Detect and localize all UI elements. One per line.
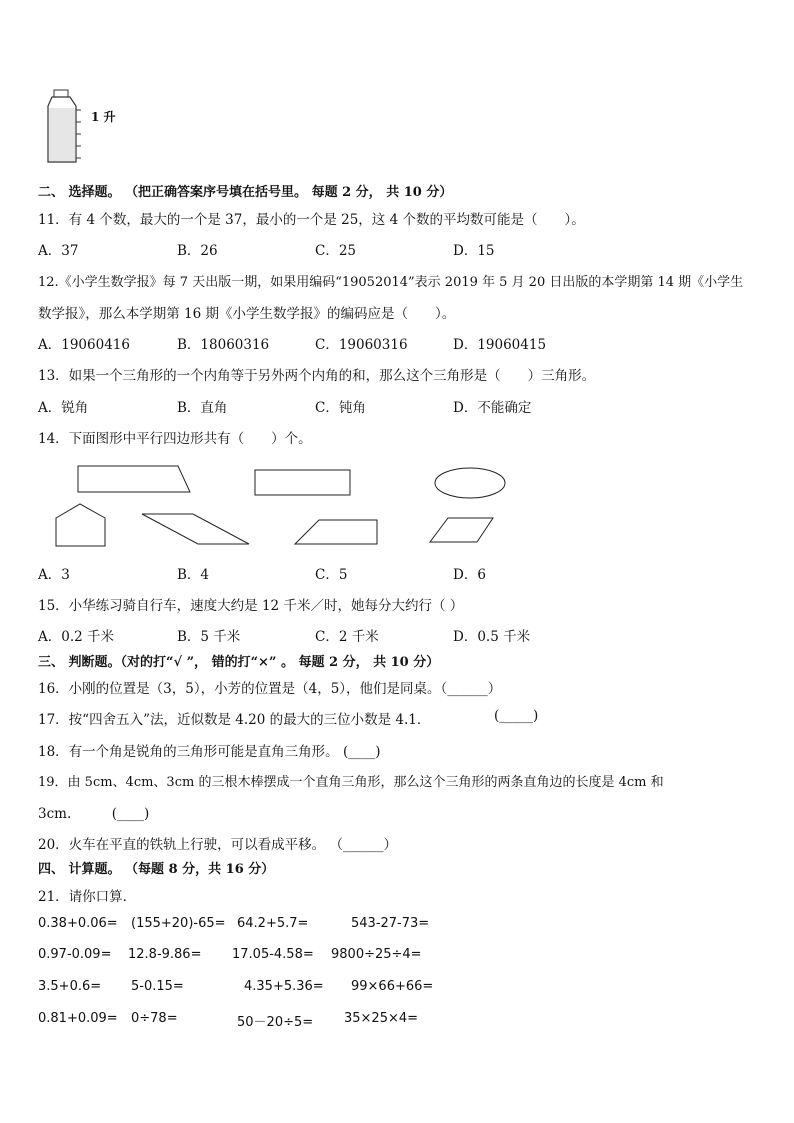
q13-option-b[interactable]: B．直角 (177, 400, 228, 416)
measuring-bottle-figure (40, 88, 100, 166)
bottle-label: 1 升 (91, 110, 116, 124)
q12-option-c[interactable]: C．19060316 (315, 337, 408, 353)
question-18: 18．有一个角是锐角的三角形可能是直角三角形。 (____) (38, 744, 381, 760)
question-11: 11．有 4 个数，最大的一个是 37，最小的一个是 25，这 4 个数的平均数可能是（ ）。 (38, 212, 585, 228)
q13-option-a[interactable]: A．锐角 (38, 400, 89, 416)
q11-option-b[interactable]: B．26 (177, 243, 218, 259)
q14-option-b[interactable]: B．4 (177, 567, 210, 583)
question-20: 20．火车在平直的铁轨上行驶，可以看成平移。 （______） (38, 837, 397, 853)
calc-1-4: 543-27-73= (351, 916, 430, 931)
shape-trapezoid (78, 466, 190, 492)
question-21: 21．请你口算． (38, 889, 137, 905)
q11-option-c[interactable]: C．25 (315, 243, 357, 259)
calc-3-3: 4.35+5.36= (244, 979, 324, 994)
q14-option-a[interactable]: A．3 (38, 567, 70, 583)
calc-3-2: 5-0.15= (131, 979, 184, 994)
calc-1-2: (155+20)-65= (131, 916, 226, 931)
q15-option-b[interactable]: B．5 千米 (177, 629, 241, 645)
shape-parallelogram-2 (430, 518, 493, 542)
question-14: 14．下面图形中平行四边形共有（ ）个。 (38, 431, 312, 447)
shape-rectangle (255, 470, 350, 495)
q15-option-d[interactable]: D．0.5 千米 (453, 629, 531, 645)
shape-pentagon (56, 504, 105, 546)
shape-trapezoid-2 (295, 520, 377, 544)
shape-ellipse (435, 468, 505, 498)
q13-option-c[interactable]: C．钝角 (315, 400, 366, 416)
calc-2-3: 17.05-4.58= (232, 947, 314, 962)
question-19-line1: 19．由 5cm、4cm、3cm 的三根木棒摆成一个直角三角形，那么这个三角形的两条直角边的长度是 4cm 和 (38, 775, 664, 790)
calc-2-2: 12.8-9.86= (128, 947, 202, 962)
calc-1-3: 64.2+5.7= (237, 916, 309, 931)
q12-option-a[interactable]: A．19060416 (38, 337, 130, 353)
section-4-heading: 四、 计算题。 （每题 8 分，共 16 分） (38, 862, 275, 877)
calc-4-4: 35×25×4= (344, 1011, 419, 1026)
question-12-line2: 数学报》，那么本学期第 16 期《小学生数学报》的编码应是（ ）。 (38, 306, 456, 322)
q15-option-a[interactable]: A．0.2 千米 (38, 629, 115, 645)
q17-answer-blank[interactable]: (_____) (494, 708, 539, 724)
q14-shapes-figure (50, 462, 510, 552)
section-2-heading: 二、 选择题。 （把正确答案序号填在括号里。 每题 2 分， 共 10 分） (38, 185, 453, 200)
q11-option-a[interactable]: A．37 (38, 243, 79, 259)
q12-option-d[interactable]: D．19060415 (453, 337, 547, 353)
q11-option-d[interactable]: D．15 (453, 243, 495, 259)
question-16: 16．小刚的位置是（3，5），小芳的位置是（4，5），他们是同桌。（______） (38, 681, 502, 697)
calc-1-1: 0.38+0.06= (38, 916, 118, 931)
question-19-line2: 3cm. (____) (38, 806, 150, 822)
question-13: 13．如果一个三角形的一个内角等于另外两个内角的和，那么这个三角形是（ ）三角形。 (38, 368, 596, 384)
calc-4-3: 50－20÷5= (237, 1015, 314, 1030)
q13-option-d[interactable]: D．不能确定 (453, 400, 532, 416)
section-3-heading: 三、 判断题。（对的打“√ ”， 错的打“×” 。 每题 2 分， 共 10 分） (38, 655, 440, 670)
q12-option-b[interactable]: B．18060316 (177, 337, 270, 353)
question-17: 17．按“四舍五入”法，近似数是 4.20 的最大的三位小数是 4.1． (38, 712, 431, 728)
q15-option-c[interactable]: C．2 千米 (315, 629, 379, 645)
q14-option-d[interactable]: D．6 (453, 567, 486, 583)
calc-4-2: 0÷78= (131, 1011, 178, 1026)
question-15: 15．小华练习骑自行车，速度大约是 12 千米／时，她每分大约行（ ） (38, 598, 464, 614)
calc-3-4: 99×66+66= (351, 979, 434, 994)
question-12-line1: 12.《小学生数学报》每 7 天出版一期，如果用编码“19052014”表示 2019 年 5 月 20 日出版的本学期第 14 期《小学生 (38, 275, 744, 290)
q14-option-c[interactable]: C．5 (315, 567, 348, 583)
calc-2-4: 9800÷25÷4= (331, 947, 422, 962)
calc-2-1: 0.97-0.09= (38, 947, 112, 962)
shape-parallelogram-1 (142, 514, 249, 544)
calc-4-1: 0.81+0.09= (38, 1011, 118, 1026)
calc-3-1: 3.5+0.6= (38, 979, 102, 994)
